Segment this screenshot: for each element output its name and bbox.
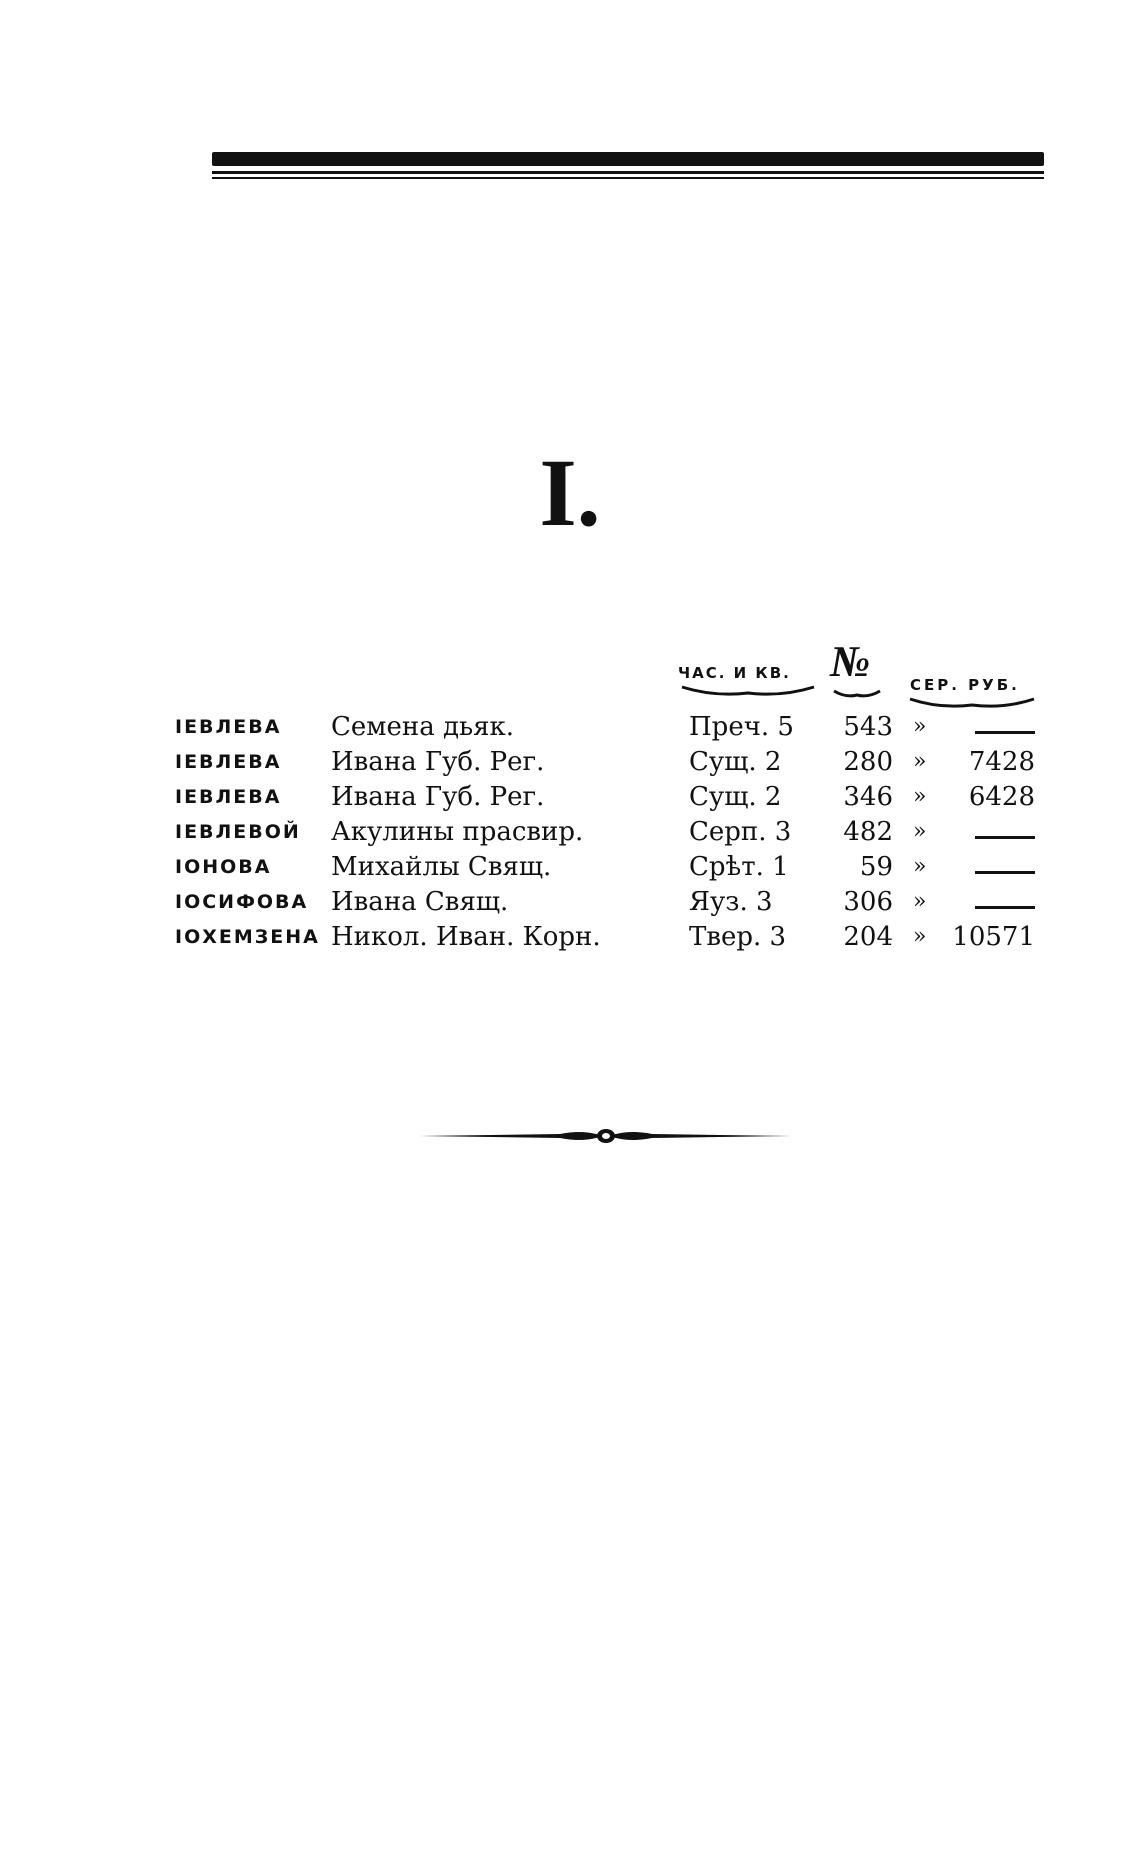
rubles-cell: 7428: [968, 747, 1035, 777]
empty-dash: [975, 871, 1035, 874]
table-row: [175, 850, 1035, 884]
given-name-cell: Семена дьяк.: [331, 712, 515, 742]
surname-cell: ІЕВЛЕВА: [175, 786, 282, 808]
number-cell: 280: [843, 747, 893, 777]
part-cell: Срѣт. 1: [689, 852, 789, 882]
rubles-cell: 10571: [952, 922, 1035, 952]
table-row: [175, 780, 1035, 814]
header-part-brace: [680, 684, 816, 700]
table-row: [175, 885, 1035, 919]
header-part-label: ЧАС. И КВ.: [678, 664, 791, 682]
number-cell: 346: [843, 782, 893, 812]
empty-dash: [975, 836, 1035, 839]
ditto-mark: »: [913, 854, 927, 879]
empty-dash: [975, 906, 1035, 909]
ditto-mark: »: [913, 714, 927, 739]
part-cell: Сущ. 2: [689, 747, 782, 777]
header-number-label: №: [830, 637, 871, 686]
surname-cell: ІЕВЛЕВА: [175, 751, 282, 773]
given-name-cell: Михайлы Свящ.: [331, 852, 552, 882]
rubles-cell: 6428: [968, 782, 1035, 812]
rubles-cell: [975, 815, 1035, 849]
table-row: [175, 745, 1035, 779]
given-name-cell: Ивана Губ. Рег.: [331, 747, 545, 777]
surname-cell: ІОХЕМЗЕНА: [175, 926, 320, 948]
surname-cell: ІОСИФОВА: [175, 891, 309, 913]
table-row: [175, 710, 1035, 744]
ditto-mark: »: [913, 924, 927, 949]
number-cell: 204: [843, 922, 893, 952]
part-cell: Сущ. 2: [689, 782, 782, 812]
surname-cell: ІЕВЛЕВА: [175, 716, 282, 738]
ditto-mark: »: [913, 819, 927, 844]
number-cell: 306: [843, 887, 893, 917]
table-row: [175, 920, 1035, 954]
ditto-mark: »: [913, 784, 927, 809]
surname-cell: ІОНОВА: [175, 856, 272, 878]
top-rule-thin: [212, 171, 1044, 174]
given-name-cell: Акулины прасвир.: [331, 817, 584, 847]
surname-cell: ІЕВЛЕВОЙ: [175, 821, 301, 843]
given-name-cell: Никол. Иван. Корн.: [331, 922, 601, 952]
ornament-divider: [420, 1124, 792, 1148]
given-name-cell: Ивана Губ. Рег.: [331, 782, 545, 812]
rubles-cell: [975, 850, 1035, 884]
header-rubles-label: СЕР. РУБ.: [910, 676, 1020, 694]
part-cell: Яуз. 3: [689, 887, 773, 917]
part-cell: Твер. 3: [689, 922, 787, 952]
part-cell: Серп. 3: [689, 817, 792, 847]
number-cell: 482: [843, 817, 893, 847]
part-cell: Преч. 5: [689, 712, 794, 742]
table-row: [175, 815, 1035, 849]
top-rule-thin-lower: [212, 177, 1044, 179]
top-double-rule: [212, 152, 1044, 182]
section-letter: I.: [539, 439, 601, 546]
number-cell: 543: [843, 712, 893, 742]
empty-dash: [975, 731, 1035, 734]
number-cell: 59: [859, 852, 893, 882]
rubles-cell: [975, 710, 1035, 744]
given-name-cell: Ивана Свящ.: [331, 887, 509, 917]
ditto-mark: »: [913, 889, 927, 914]
top-rule-thick: [212, 152, 1044, 166]
rubles-cell: [975, 885, 1035, 919]
ditto-mark: »: [913, 749, 927, 774]
header-number-brace: [832, 688, 882, 700]
